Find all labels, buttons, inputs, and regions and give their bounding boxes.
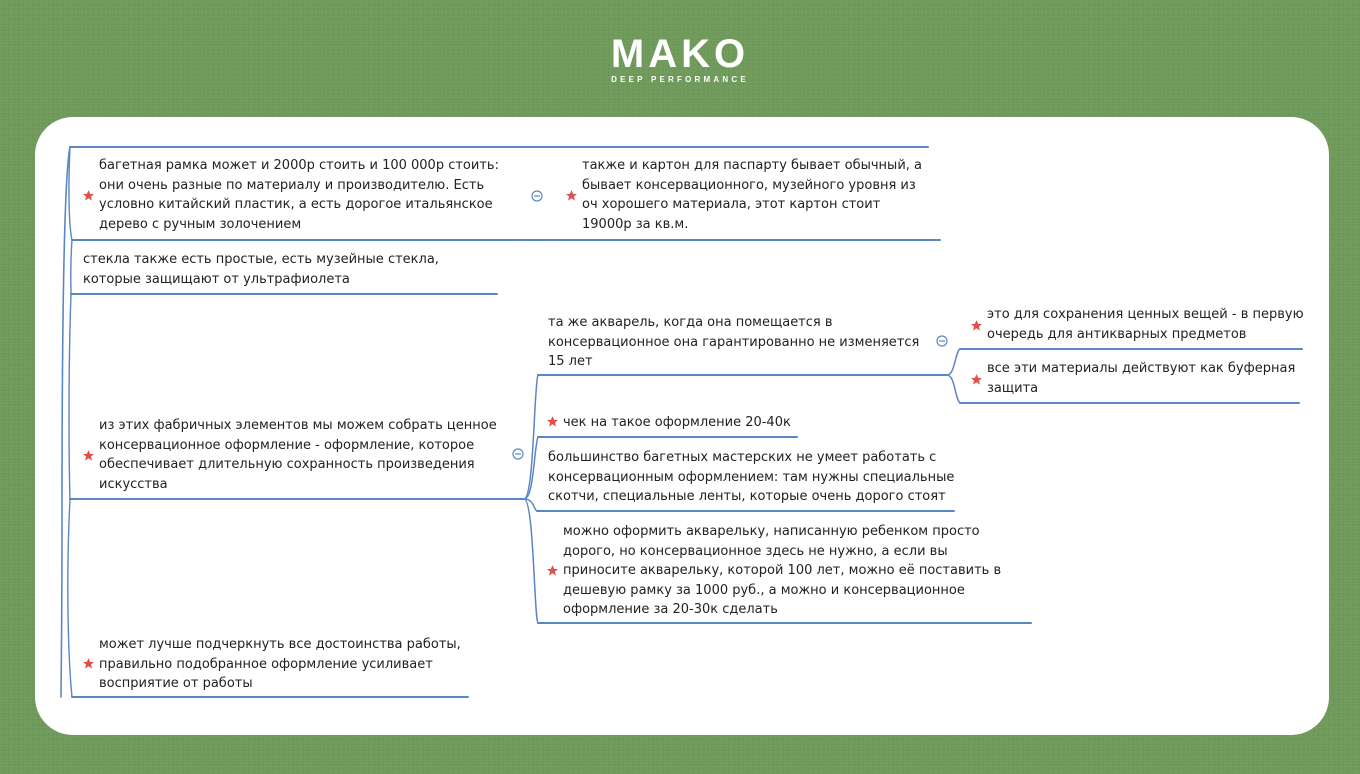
logo-title: MAKO bbox=[610, 32, 750, 76]
node-workshops[interactable]: большинство багетных мастерских не умеет работать с консервационным оформлением: там нужны специальные скотчи, специальные ленты, которые очень дорого стоят bbox=[548, 450, 955, 504]
collapse-toggle-icon[interactable] bbox=[512, 448, 524, 460]
node-emphasize-work[interactable]: может лучше подчеркнуть все достоинства работы, правильно подобранное оформление усиливает восприятие от работы bbox=[99, 637, 461, 691]
star-icon bbox=[546, 564, 559, 577]
collapse-toggle-icon[interactable] bbox=[531, 190, 543, 202]
node-valuables[interactable]: это для сохранения ценных вещей - в первую очередь для антикварных предметов bbox=[987, 307, 1304, 342]
star-icon bbox=[546, 415, 559, 428]
collapse-toggle-icon[interactable] bbox=[936, 335, 948, 347]
logo bbox=[0, 34, 1360, 85]
star-icon bbox=[565, 189, 578, 202]
node-watercolor-15-years[interactable]: та же акварель, когда она помещается в консервационное она гарантированно не изменяется 15 лет bbox=[548, 315, 920, 369]
star-icon bbox=[970, 373, 983, 386]
star-icon bbox=[82, 449, 95, 462]
star-icon bbox=[82, 189, 95, 202]
node-frame-price[interactable]: багетная рамка может и 2000р стоить и 100 000р стоить: они очень разные по материалу и производителю. Есть условно китайский пластик, а есть дорогое итальянское дерево с ручным золочением bbox=[99, 158, 499, 232]
node-conservation-framing[interactable]: из этих фабричных элементов мы можем собрать ценное консервационное оформление - оформление, которое обеспечивает длительную сохранность произведения искусства bbox=[99, 418, 497, 492]
node-passepartout[interactable]: также и картон для паспарту бывает обычный, а бывает консервационного, музейного уровня из оч хорошего материала, этот картон стоит 19000р за кв.м. bbox=[582, 158, 922, 232]
star-icon bbox=[970, 319, 983, 332]
mindmap-card bbox=[35, 117, 1329, 735]
node-child-watercolor[interactable]: можно оформить акварельку, написанную ребенком просто дорого, но консервационное здесь не нужно, а если вы приносите акварельку, которой 100 лет, можно её поставить в дешевую рамку за 1000 руб., а можно и консервационное оформление за 20-30к сделать bbox=[563, 524, 1002, 617]
star-icon bbox=[82, 657, 95, 670]
node-glass[interactable]: стекла также есть простые, есть музейные стекла, которые защищают от ультрафиолета bbox=[83, 252, 439, 287]
node-buffer-protection[interactable]: все эти материалы действуют как буферная защита bbox=[987, 361, 1296, 396]
logo-subtitle: DEEP PERFORMANCE bbox=[611, 75, 749, 84]
node-check-price[interactable]: чек на такое оформление 20-40к bbox=[563, 415, 791, 430]
